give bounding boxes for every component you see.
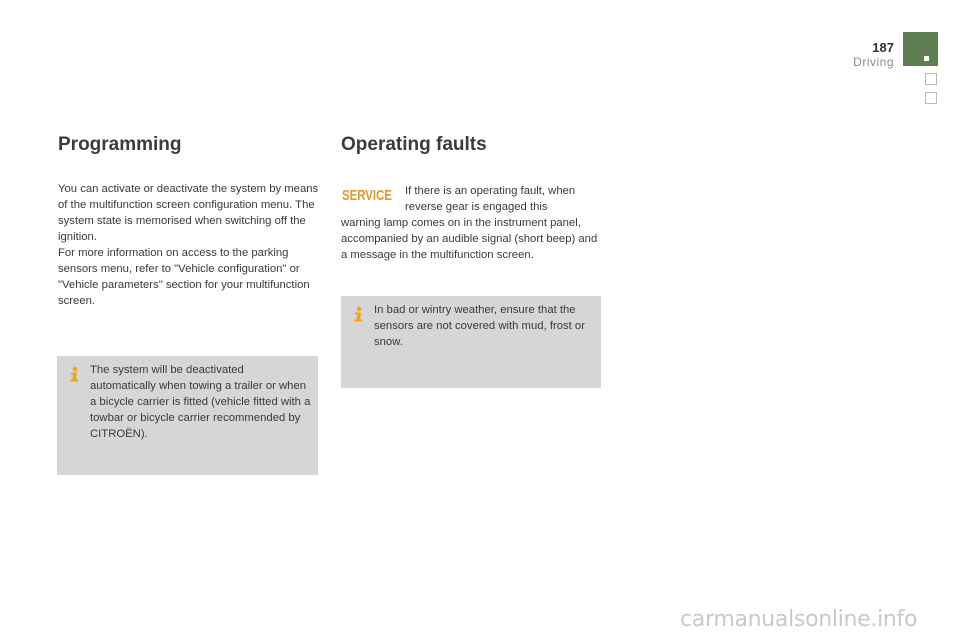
- watermark: carmanualsonline.info: [680, 607, 918, 632]
- chapter-tab-active[interactable]: [903, 32, 938, 66]
- chapter-tab[interactable]: [925, 92, 937, 104]
- programming-heading: Programming: [58, 134, 182, 155]
- fault-paragraph-lead: If there is an operating fault, when reverse gear is engaged this: [405, 185, 576, 213]
- operating-faults-note-box: [341, 296, 601, 388]
- info-icon: [67, 366, 81, 382]
- info-icon: [351, 306, 365, 322]
- programming-note-box: [57, 356, 318, 475]
- operating-faults-note-text: In bad or wintry weather, ensure that the sensors are not covered with mud, frost or snow.: [374, 304, 585, 348]
- fault-paragraph-rest: warning lamp comes on in the instrument panel, accompanied by an audible signal (short beep) and a message in the multifunction screen.: [341, 217, 598, 261]
- programming-text: [58, 181, 320, 309]
- tab-marker: [924, 56, 929, 61]
- operating-faults-text: [341, 183, 603, 263]
- operating-faults-heading: Operating faults: [341, 134, 487, 155]
- section-label: Driving: [853, 55, 894, 69]
- chapter-tab[interactable]: [925, 73, 937, 85]
- programming-paragraph: For more information on access to the parking sensors menu, refer to "Vehicle configuration" or "Vehicle parameters" section for your multifunction screen.: [58, 247, 310, 307]
- programming-paragraph: You can activate or deactivate the system by means of the multifunction screen configuration menu. The system state is memorised when switching off the ignition.: [58, 183, 319, 243]
- page-number: 187: [872, 40, 894, 55]
- service-lamp-label: SERVICE: [342, 187, 392, 204]
- programming-note-text: The system will be deactivated automatically when towing a trailer or when a bicycle carrier is fitted (vehicle fitted with a towbar or bicycle carrier recommended by CITROËN).: [90, 364, 311, 440]
